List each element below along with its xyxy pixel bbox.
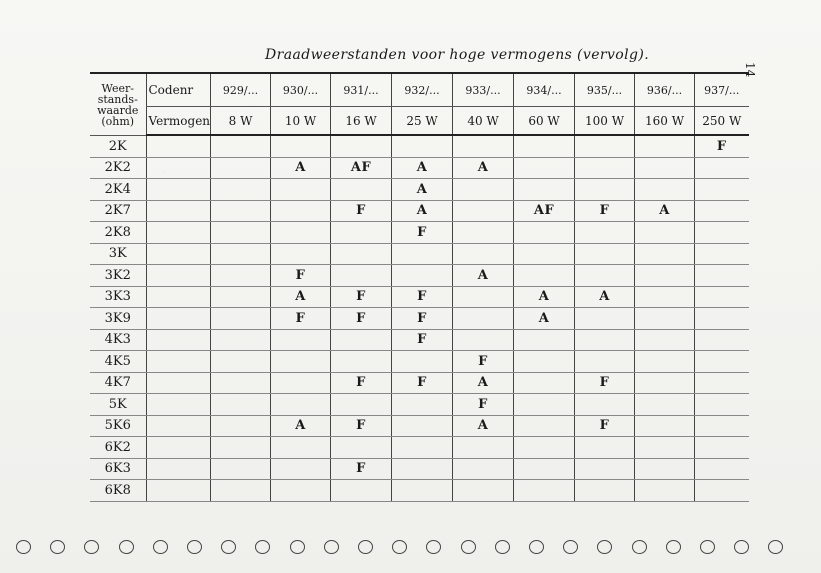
availability-cell: A <box>271 415 331 437</box>
availability-cell <box>331 394 392 416</box>
availability-cell <box>695 394 749 416</box>
punch-hole <box>734 540 749 554</box>
availability-cell <box>331 222 392 244</box>
availability-cell <box>635 372 695 394</box>
availability-cell <box>453 222 514 244</box>
empty-cell <box>146 351 211 373</box>
power-header: 60 W <box>514 107 575 136</box>
availability-cell <box>635 286 695 308</box>
punch-hole <box>187 540 202 554</box>
availability-cell <box>453 135 514 157</box>
availability-cell <box>392 437 453 459</box>
availability-cell: AF <box>514 200 575 222</box>
power-header: 16 W <box>331 107 392 136</box>
table-row <box>90 200 749 222</box>
empty-cell <box>146 437 211 459</box>
resistor-table <box>90 72 749 502</box>
availability-cell <box>211 179 271 201</box>
table-row <box>90 437 749 459</box>
availability-cell <box>211 157 271 179</box>
punch-hole <box>50 540 65 554</box>
availability-cell <box>514 351 575 373</box>
availability-cell <box>695 179 749 201</box>
availability-cell <box>514 329 575 351</box>
availability-cell <box>514 222 575 244</box>
availability-cell <box>635 222 695 244</box>
availability-cell: A <box>271 157 331 179</box>
code-header: 936/... <box>635 73 695 107</box>
table-row <box>90 286 749 308</box>
availability-cell: F <box>575 372 635 394</box>
page-number: 14 <box>743 62 757 78</box>
availability-cell <box>392 351 453 373</box>
punch-hole <box>392 540 407 554</box>
availability-cell: F <box>453 351 514 373</box>
empty-cell <box>146 415 211 437</box>
availability-cell <box>271 437 331 459</box>
availability-cell: F <box>331 308 392 330</box>
availability-cell <box>514 458 575 480</box>
resistance-column-header: Weer- stands- waarde (ohm) <box>90 73 146 135</box>
availability-cell <box>392 480 453 502</box>
availability-cell <box>392 458 453 480</box>
availability-cell <box>211 222 271 244</box>
table-row <box>90 415 749 437</box>
table-row <box>90 394 749 416</box>
header-row-vermogen <box>90 107 749 136</box>
availability-cell: F <box>271 308 331 330</box>
availability-cell <box>635 179 695 201</box>
availability-cell <box>635 157 695 179</box>
table-row <box>90 458 749 480</box>
empty-cell <box>146 480 211 502</box>
availability-cell: F <box>453 394 514 416</box>
table-row <box>90 308 749 330</box>
availability-cell <box>453 243 514 265</box>
resistance-value: 2K <box>90 135 146 157</box>
punch-hole <box>768 540 783 554</box>
availability-cell <box>271 135 331 157</box>
availability-cell <box>331 437 392 459</box>
punch-hole <box>529 540 544 554</box>
availability-cell <box>271 394 331 416</box>
punch-hole <box>495 540 510 554</box>
table-row <box>90 135 749 157</box>
punch-hole <box>666 540 681 554</box>
availability-cell: A <box>635 200 695 222</box>
code-header: 930/... <box>271 73 331 107</box>
code-header: 931/... <box>331 73 392 107</box>
punch-hole <box>358 540 373 554</box>
availability-cell <box>695 308 749 330</box>
availability-cell <box>453 179 514 201</box>
punch-hole <box>119 540 134 554</box>
page-title: Draadweerstanden voor hoge vermogens (vervolg). <box>265 47 650 63</box>
availability-cell <box>514 372 575 394</box>
empty-cell <box>146 157 211 179</box>
availability-cell <box>514 437 575 459</box>
punch-hole <box>700 540 715 554</box>
availability-cell <box>271 458 331 480</box>
availability-cell <box>635 135 695 157</box>
availability-cell <box>695 265 749 287</box>
resistance-value: 4K7 <box>90 372 146 394</box>
resistance-value: 4K3 <box>90 329 146 351</box>
availability-cell: F <box>331 286 392 308</box>
availability-cell: A <box>392 179 453 201</box>
availability-cell <box>575 458 635 480</box>
availability-cell <box>514 394 575 416</box>
availability-cell <box>695 351 749 373</box>
availability-cell: A <box>453 157 514 179</box>
availability-cell <box>392 265 453 287</box>
table-row <box>90 265 749 287</box>
availability-cell <box>211 458 271 480</box>
availability-cell: A <box>453 265 514 287</box>
availability-cell <box>575 480 635 502</box>
power-header: 25 W <box>392 107 453 136</box>
availability-cell <box>331 265 392 287</box>
availability-cell <box>211 200 271 222</box>
empty-cell <box>146 286 211 308</box>
empty-cell <box>146 222 211 244</box>
code-header: 937/... <box>695 73 749 107</box>
availability-cell <box>331 243 392 265</box>
availability-cell <box>695 372 749 394</box>
resistance-value: 6K2 <box>90 437 146 459</box>
availability-cell <box>211 480 271 502</box>
availability-cell <box>514 243 575 265</box>
availability-cell: F <box>392 372 453 394</box>
availability-cell <box>695 243 749 265</box>
punch-hole <box>324 540 339 554</box>
availability-cell: F <box>575 415 635 437</box>
availability-cell <box>575 351 635 373</box>
empty-cell <box>146 243 211 265</box>
availability-cell <box>575 265 635 287</box>
resistance-value: 5K6 <box>90 415 146 437</box>
availability-cell <box>514 480 575 502</box>
availability-cell <box>695 222 749 244</box>
power-header: 40 W <box>453 107 514 136</box>
resistance-value: 4K5 <box>90 351 146 373</box>
availability-cell <box>635 329 695 351</box>
punch-hole <box>16 540 31 554</box>
availability-cell <box>271 329 331 351</box>
availability-cell <box>211 265 271 287</box>
availability-cell: F <box>695 135 749 157</box>
code-header: 934/... <box>514 73 575 107</box>
availability-cell <box>331 351 392 373</box>
availability-cell <box>453 286 514 308</box>
availability-cell <box>695 437 749 459</box>
availability-cell <box>575 329 635 351</box>
availability-cell: A <box>514 308 575 330</box>
availability-cell <box>453 437 514 459</box>
availability-cell: A <box>271 286 331 308</box>
availability-cell: F <box>331 458 392 480</box>
availability-cell <box>575 308 635 330</box>
availability-cell <box>635 351 695 373</box>
code-header: 933/... <box>453 73 514 107</box>
punch-hole <box>221 540 236 554</box>
availability-cell <box>211 135 271 157</box>
table-row <box>90 179 749 201</box>
empty-cell <box>146 135 211 157</box>
power-header: 100 W <box>575 107 635 136</box>
table-row <box>90 329 749 351</box>
availability-cell <box>211 329 271 351</box>
availability-cell <box>211 308 271 330</box>
resistance-value: 3K <box>90 243 146 265</box>
punch-hole <box>290 540 305 554</box>
availability-cell <box>392 394 453 416</box>
availability-cell: F <box>271 265 331 287</box>
availability-cell <box>635 243 695 265</box>
empty-cell <box>146 265 211 287</box>
vermogen-label: Vermogen <box>146 107 211 136</box>
availability-cell <box>514 415 575 437</box>
table-row <box>90 480 749 502</box>
availability-cell: A <box>453 372 514 394</box>
availability-cell <box>695 415 749 437</box>
availability-cell: F <box>392 308 453 330</box>
availability-cell <box>575 394 635 416</box>
table-body <box>90 135 749 501</box>
availability-cell: A <box>392 200 453 222</box>
resistance-value: 6K3 <box>90 458 146 480</box>
code-header: 932/... <box>392 73 453 107</box>
resistance-value: 2K4 <box>90 179 146 201</box>
availability-cell <box>211 437 271 459</box>
availability-cell <box>514 265 575 287</box>
availability-cell <box>211 351 271 373</box>
resistance-value: 6K8 <box>90 480 146 502</box>
resistance-value: 2K8 <box>90 222 146 244</box>
punch-hole <box>255 540 270 554</box>
table-row <box>90 351 749 373</box>
availability-cell <box>575 437 635 459</box>
punch-hole <box>632 540 647 554</box>
availability-cell <box>211 394 271 416</box>
punch-hole <box>426 540 441 554</box>
punch-hole <box>153 540 168 554</box>
empty-cell <box>146 372 211 394</box>
availability-cell: F <box>392 222 453 244</box>
availability-cell <box>695 157 749 179</box>
header-row-codenr <box>90 73 749 107</box>
availability-cell: F <box>392 286 453 308</box>
availability-cell <box>635 265 695 287</box>
availability-cell <box>575 222 635 244</box>
empty-cell <box>146 329 211 351</box>
availability-cell <box>271 243 331 265</box>
power-header: 160 W <box>635 107 695 136</box>
empty-cell <box>146 394 211 416</box>
availability-cell: F <box>392 329 453 351</box>
availability-cell <box>271 200 331 222</box>
resistance-value: 3K2 <box>90 265 146 287</box>
availability-cell <box>271 351 331 373</box>
availability-cell <box>211 372 271 394</box>
availability-cell <box>695 200 749 222</box>
table-row <box>90 372 749 394</box>
availability-cell <box>514 179 575 201</box>
availability-cell: A <box>514 286 575 308</box>
availability-cell: F <box>575 200 635 222</box>
punch-hole <box>563 540 578 554</box>
availability-cell <box>331 135 392 157</box>
availability-cell <box>331 480 392 502</box>
empty-cell <box>146 308 211 330</box>
availability-cell <box>635 308 695 330</box>
availability-cell <box>211 243 271 265</box>
empty-cell <box>146 200 211 222</box>
code-header: 935/... <box>575 73 635 107</box>
resistance-value: 2K2 <box>90 157 146 179</box>
power-header: 250 W <box>695 107 749 136</box>
empty-cell <box>146 179 211 201</box>
punch-hole <box>461 540 476 554</box>
availability-cell <box>271 222 331 244</box>
table-row <box>90 222 749 244</box>
availability-cell: F <box>331 415 392 437</box>
power-header: 10 W <box>271 107 331 136</box>
availability-cell <box>635 458 695 480</box>
availability-cell <box>453 329 514 351</box>
resistance-value: 3K3 <box>90 286 146 308</box>
availability-cell <box>453 200 514 222</box>
punch-hole <box>84 540 99 554</box>
availability-cell <box>453 458 514 480</box>
code-header: 929/... <box>211 73 271 107</box>
table-row <box>90 243 749 265</box>
availability-cell <box>514 135 575 157</box>
resistance-value: 3K9 <box>90 308 146 330</box>
resistance-value: 5K <box>90 394 146 416</box>
availability-cell <box>514 157 575 179</box>
codenr-label: Codenr <box>146 73 211 107</box>
availability-cell <box>211 415 271 437</box>
availability-cell: A <box>392 157 453 179</box>
availability-cell <box>695 329 749 351</box>
availability-cell <box>695 286 749 308</box>
availability-cell <box>575 179 635 201</box>
power-header: 8 W <box>211 107 271 136</box>
availability-cell: F <box>331 200 392 222</box>
resistance-value: 2K7 <box>90 200 146 222</box>
table-row <box>90 157 749 179</box>
availability-cell <box>635 480 695 502</box>
availability-cell <box>575 243 635 265</box>
availability-cell: F <box>331 372 392 394</box>
availability-cell <box>695 480 749 502</box>
availability-cell <box>695 458 749 480</box>
availability-cell: A <box>453 415 514 437</box>
availability-cell <box>331 179 392 201</box>
availability-cell <box>575 135 635 157</box>
availability-cell <box>635 415 695 437</box>
availability-cell <box>271 480 331 502</box>
availability-cell <box>453 308 514 330</box>
availability-cell <box>331 329 392 351</box>
punch-hole <box>597 540 612 554</box>
availability-cell: A <box>575 286 635 308</box>
availability-cell <box>635 437 695 459</box>
availability-cell <box>392 135 453 157</box>
availability-cell <box>635 394 695 416</box>
availability-cell <box>271 372 331 394</box>
availability-cell <box>271 179 331 201</box>
availability-cell <box>575 157 635 179</box>
availability-cell: AF <box>331 157 392 179</box>
availability-cell <box>211 286 271 308</box>
availability-cell <box>453 480 514 502</box>
empty-cell <box>146 458 211 480</box>
availability-cell <box>392 243 453 265</box>
availability-cell <box>392 415 453 437</box>
